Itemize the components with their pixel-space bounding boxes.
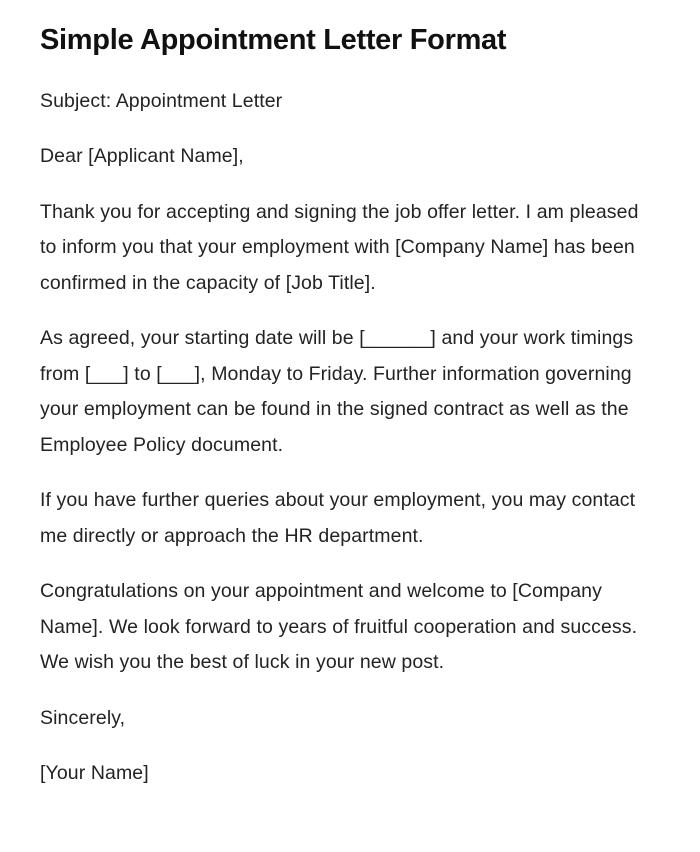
paragraph-start-date: As agreed, your starting date will be [______] and your work timings from [___] to [___], Monday to Friday. Further information governing your employment can be found in the signed contract as well as the Employee Policy document. xyxy=(40,327,634,456)
subject-line: Subject: Appointment Letter xyxy=(40,89,283,112)
paragraph-thank-you: Thank you for accepting and signing the job offer letter. I am pleased to inform you that your employment with [Company Name] has been confirmed in the capacity of [Job Title]. xyxy=(40,200,639,294)
paragraph-queries: If you have further queries about your employment, you may contact me directly or approach the HR department. xyxy=(40,489,636,547)
signature-placeholder: [Your Name] xyxy=(40,762,149,785)
page-title: Simple Appointment Letter Format xyxy=(40,24,507,56)
closing: Sincerely, xyxy=(40,706,126,729)
salutation: Dear [Applicant Name], xyxy=(40,145,244,168)
paragraph-congratulations: Congratulations on your appointment and welcome to [Company Name]. We look forward to years of fruitful cooperation and success. We wish you the best of luck in your new post. xyxy=(40,580,638,674)
